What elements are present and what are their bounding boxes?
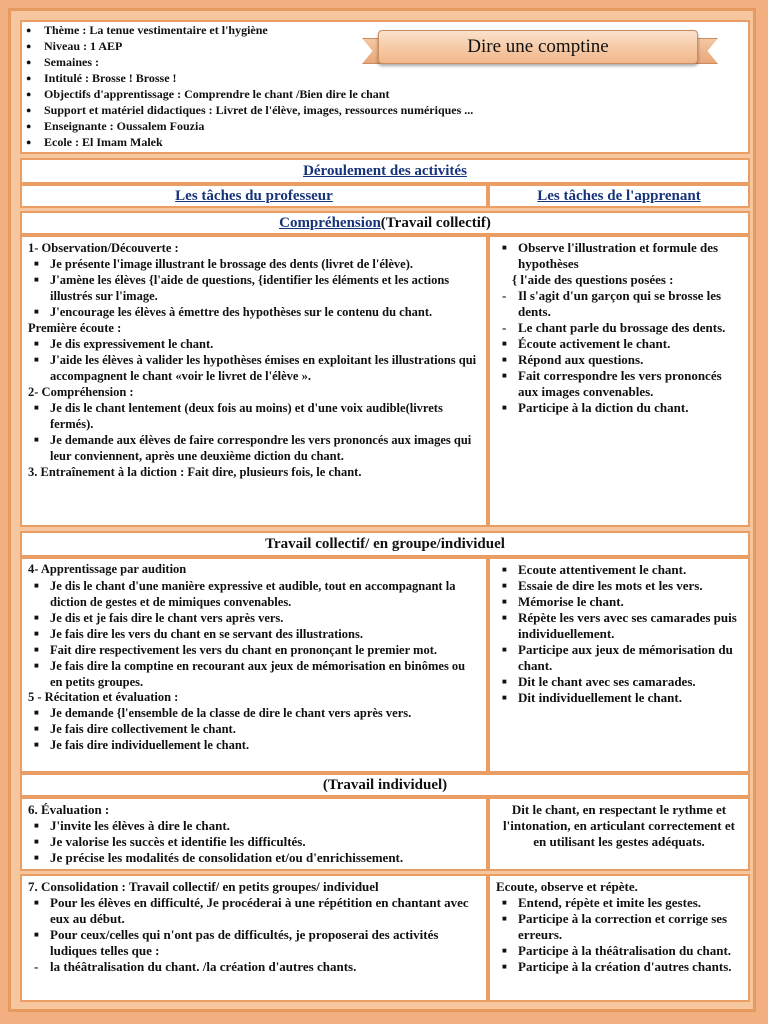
s1-heading-ecoute: Première écoute : — [28, 321, 122, 335]
s4-consolidation-dash-list — [28, 959, 480, 975]
list-item: ■ Écoute activement le chant. — [496, 336, 742, 352]
comprehension-rest: (Travail collectif) — [380, 214, 491, 231]
s1-app-list-b — [496, 336, 742, 416]
list-item: ■ Entend, répète et imite les gestes. — [496, 895, 742, 911]
list-item: ■ J'encourage les élèves à émettre des hypothèses sur le contenu du chant. — [28, 304, 480, 320]
list-item: ■ Dit le chant avec ses camarades. — [496, 674, 742, 690]
list-item: ■ Je fais dire les vers du chant en se servant des illustrations. — [28, 626, 480, 642]
s1-observation-list — [28, 256, 480, 320]
groupe-title: Travail collectif/ en groupe/individuel — [265, 535, 505, 552]
section2-app — [488, 557, 750, 773]
list-item: ■ Je demande aux élèves de faire correspondre les vers prononcés aux images qui leur conviennent, après une deuxième diction du chant. — [28, 432, 480, 464]
list-item: - Il s'agit d'un garçon qui se brosse les dents. — [496, 288, 742, 320]
section4-app — [488, 874, 750, 1002]
list-item: ■ Je dis expressivement le chant. — [28, 336, 480, 352]
list-item: ■ Je dis le chant d'une manière expressive et audible, tout en accompagnant la diction de gestes et de mimiques convenables. — [28, 578, 480, 610]
groupe-title-row — [20, 531, 750, 557]
list-item: ■ Je fais dire collectivement le chant. — [28, 721, 480, 737]
list-item: ■ Fait correspondre les vers prononcés aux images convenables. — [496, 368, 742, 400]
s2-app-list — [496, 562, 742, 706]
list-item: - la théâtralisation du chant. /la création d'autres chants. — [28, 959, 480, 975]
s1-heading-observation: 1- Observation/Découverte : — [28, 241, 179, 255]
list-item: ■ Je présente l'image illustrant le brossage des dents (livret de l'élève). — [28, 256, 480, 272]
col-header-prof — [20, 184, 488, 208]
s4-heading-consolidation: 7. Consolidation : Travail collectif/ en petits groupes/ individuel — [28, 879, 379, 894]
list-item: ■ Je dis le chant lentement (deux fois au moins) et d'une voix audible(livrets fermés). — [28, 400, 480, 432]
section1-prof — [20, 235, 488, 527]
deroulement-title: Déroulement des activités — [303, 162, 467, 179]
list-item: ■ Participe à la diction du chant. — [496, 400, 742, 416]
list-item: ■ Je dis et je fais dire le chant vers après vers. — [28, 610, 480, 626]
info-semaines: ● Semaines : — [22, 54, 748, 70]
info-niveau: ● Niveau : 1 AEP — [22, 38, 748, 54]
s3-heading-evaluation: 6. Évaluation : — [28, 802, 110, 817]
list-item: ■ Je demande {l'ensemble de la classe de dire le chant vers après vers. — [28, 705, 480, 721]
col-prof-title: Les tâches du professeur — [175, 187, 333, 204]
s1-app-note: { l'aide des questions posées : — [512, 272, 674, 287]
s1-comprehension-list — [28, 400, 480, 464]
s2-audition-list — [28, 578, 480, 690]
s1-heading-diction: 3. Entraînement à la diction : Fait dire, plusieurs fois, le chant. — [28, 465, 362, 479]
comprehension-row — [20, 211, 750, 235]
section4-prof — [20, 874, 488, 1002]
list-item: ■ Je valorise les succès et identifie les difficultés. — [28, 834, 480, 850]
list-item: ■ J'amène les élèves {l'aide de questions, {identifier les éléments et les actions illustrés sur l'image. — [28, 272, 480, 304]
title-banner — [360, 24, 720, 68]
s4-consolidation-list — [28, 895, 480, 959]
s2-recitation-list — [28, 705, 480, 753]
info-objectifs: ● Objectifs d'apprentissage : Comprendre le chant /Bien dire le chant — [22, 86, 748, 102]
list-item: ■ Participe aux jeux de mémorisation du chant. — [496, 642, 742, 674]
s4-app-heading: Ecoute, observe et répète. — [496, 879, 638, 894]
s1-heading-comprehension: 2- Compréhension : — [28, 385, 134, 399]
section3-app — [488, 797, 750, 871]
s3-app-text: Dit le chant, en respectant le rythme et l'intonation, en articulant correctement et en utilisant les gestes adéquats. — [503, 802, 735, 849]
list-item: ■ Je précise les modalités de consolidation et/ou d'enrichissement. — [28, 850, 480, 866]
list-item: ■ Répond aux questions. — [496, 352, 742, 368]
s4-app-list — [496, 895, 742, 975]
list-item: ■ Répète les vers avec ses camarades puis individuellement. — [496, 610, 742, 642]
list-item: ■ Je fais dire individuellement le chant. — [28, 737, 480, 753]
s1-app-dash-list — [496, 288, 742, 336]
list-item: ■ Ecoute attentivement le chant. — [496, 562, 742, 578]
comprehension-link: Compréhension — [279, 214, 381, 231]
s3-evaluation-list — [28, 818, 480, 866]
list-item: ■ Mémorise le chant. — [496, 594, 742, 610]
banner-title: Dire une comptine — [378, 30, 698, 64]
s2-heading-recitation: 5 - Récitation et évaluation : — [28, 689, 179, 704]
list-item: ■ Fait dire respectivement les vers du chant en prononçant le premier mot. — [28, 642, 480, 658]
list-item: - Le chant parle du brossage des dents. — [496, 320, 742, 336]
list-item: ■ Je fais dire la comptine en recourant aux jeux de mémorisation en binômes ou en petits groupes. — [28, 658, 480, 690]
list-item: ■ Dit individuellement le chant. — [496, 690, 742, 706]
deroulement-title-row — [20, 158, 750, 184]
list-item: ■ Pour les élèves en difficulté, Je procéderai à une répétition en chantant avec eux au début. — [28, 895, 480, 927]
info-theme: ● Thème : La tenue vestimentaire et l'hygiène — [22, 22, 748, 38]
info-intitule: ● Intitulé : Brosse ! Brosse ! — [22, 70, 748, 86]
col-header-app — [488, 184, 750, 208]
list-item: ■ Participe à la création d'autres chants. — [496, 959, 742, 975]
list-item: ■ Observe l'illustration et formule des hypothèses — [496, 240, 742, 272]
info-enseignante: ● Enseignante : Oussalem Fouzia — [22, 118, 748, 134]
list-item: ■ J'aide les élèves à valider les hypothèses émises en exploitant les illustrations qui accompagnent le chant «voir le livret de l'élève ». — [28, 352, 480, 384]
section1-app — [488, 235, 750, 527]
list-item: ■ Participe à la correction et corrige ses erreurs. — [496, 911, 742, 943]
info-support: ● Support et matériel didactiques : Livret de l'élève, images, ressources numériques ... — [22, 102, 748, 118]
col-app-title: Les tâches de l'apprenant — [537, 187, 701, 204]
individuel-title-row — [20, 773, 750, 797]
list-item: ■ J'invite les élèves à dire le chant. — [28, 818, 480, 834]
section3-prof — [20, 797, 488, 871]
section2-prof — [20, 557, 488, 773]
s1-app-list-a — [496, 240, 742, 272]
s1-ecoute-list — [28, 336, 480, 384]
list-item: ■ Pour ceux/celles qui n'ont pas de difficultés, je proposerai des activités ludiques telles que : — [28, 927, 480, 959]
individuel-title: (Travail individuel) — [322, 776, 448, 793]
list-item: ■ Essaie de dire les mots et les vers. — [496, 578, 742, 594]
info-ecole: ● Ecole : El Imam Malek — [22, 134, 748, 150]
list-item: ■ Participe à la théâtralisation du chant. — [496, 943, 742, 959]
s2-heading-audition: 4- Apprentissage par audition — [28, 562, 187, 576]
